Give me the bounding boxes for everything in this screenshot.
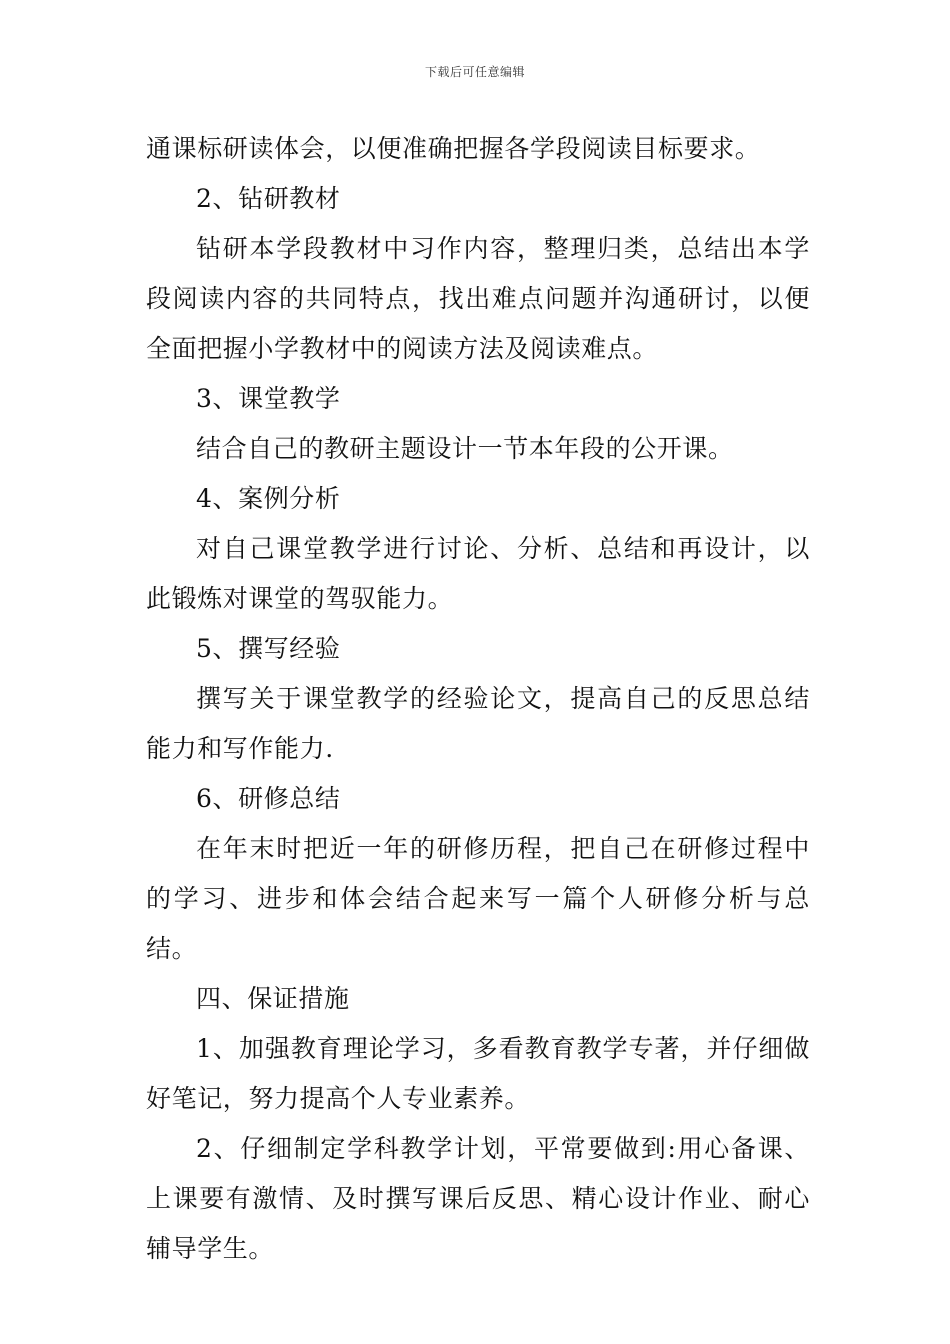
paragraph-continuation: 通课标研读体会，以便准确把握各学段阅读目标要求。: [146, 134, 761, 163]
paragraph-study-summary: 在年末时把近一年的研修历程，把自己在研修过程中的学习、进步和体会结合起来写一篇个人研修分析与总结。: [146, 834, 810, 963]
paragraph-study-textbook: 钻研本学段教材中习作内容，整理归类，总结出本学段阅读内容的共同特点，找出难点问题并沟通研讨，以便全面把握小学教材中的阅读方法及阅读难点。: [146, 234, 810, 363]
heading-study-textbook: 2、钻研教材: [196, 184, 341, 213]
heading-write-experience: 5、撰写经验: [196, 634, 341, 663]
paragraph-classroom-teaching: 结合自己的教研主题设计一节本年段的公开课。: [196, 434, 734, 463]
heading-guarantee-measures: 四、保证措施: [196, 984, 350, 1013]
paragraph-measure-2: 2、仔细制定学科教学计划，平常要做到:用心备课、上课要有激情、及时撰写课后反思、精心设计作业、耐心辅导学生。: [146, 1134, 810, 1263]
paragraph-case-analysis: 对自己课堂教学进行讨论、分析、总结和再设计，以此锻炼对课堂的驾驭能力。: [146, 534, 810, 613]
heading-case-analysis: 4、案例分析: [196, 484, 341, 513]
paragraph-write-experience: 撰写关于课堂教学的经验论文，提高自己的反思总结能力和写作能力.: [146, 684, 810, 763]
heading-classroom-teaching: 3、课堂教学: [196, 384, 341, 413]
heading-study-summary: 6、研修总结: [196, 784, 341, 813]
page-header-note: 下载后可任意编辑: [424, 65, 525, 79]
paragraph-measure-1: 1、加强教育理论学习，多看教育教学专著，并仔细做好笔记，努力提高个人专业素养。: [146, 1034, 810, 1113]
document-body: [146, 124, 810, 1274]
